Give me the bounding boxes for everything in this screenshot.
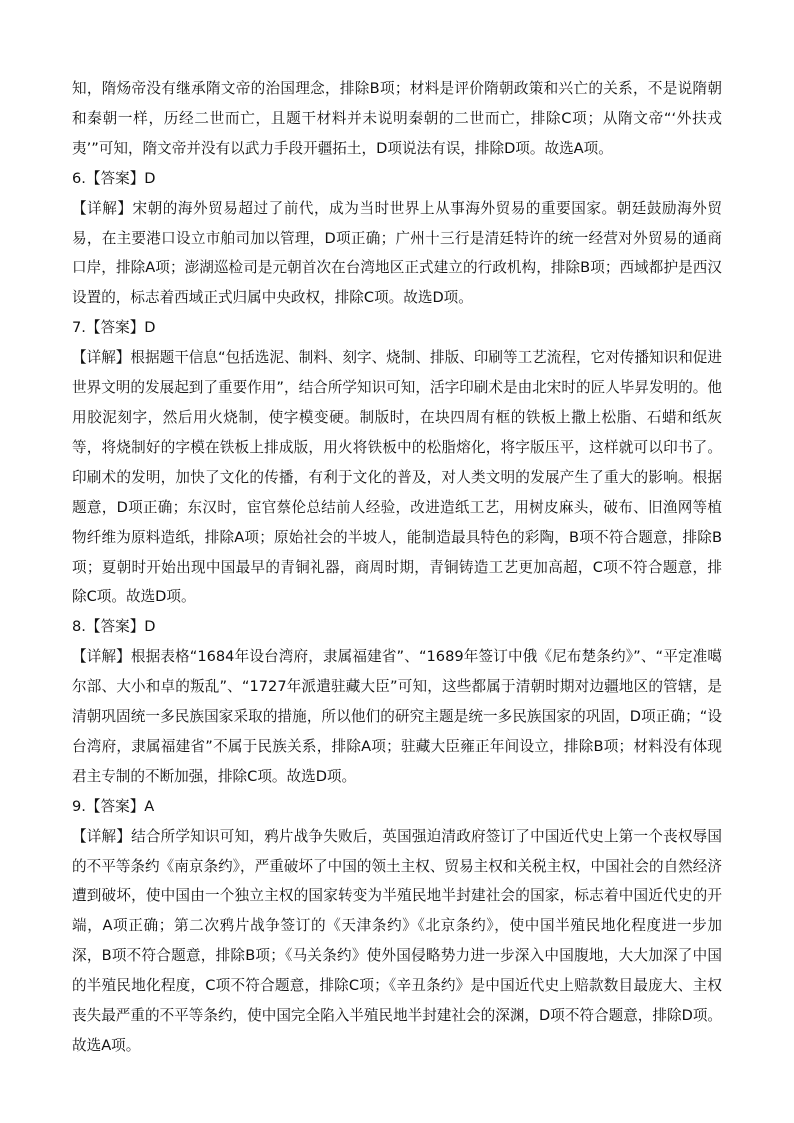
answer-7: 7.【答案】D [72, 319, 156, 337]
detail-7: 【详解】根据题干信息“包括选泥、制料、刻字、烧制、排版、印刷等工艺流程，它对传播知识和促进世界文明的发展起到了重要作用”，结合所学知识可知，活字印刷术是由北宋时的匠人毕昇发明的。他用胶泥刻字，然后用火烧制，使字模变硬。制版时，在块四周有框的铁板上撒上松脂、石蜡和纸灰等，将烧制好的字模在铁板上排成版，用火将铁板中的松脂熔化，将字版压平，这样就可以印书了。印刷术的发明，加快了文化的传播，有利于文化的普及，对人类文明的发展产生了重大的影响。根据题意，D项正确；东汉时，宦官蔡伦总结前人经验，改进造纸工艺，用树皮麻头，破布、旧渔网等植物纤维为原料造纸，排除A项；原始社会的半坡人，能制造最具特色的彩陶，B项不符合题意，排除B项；夏朝时开始出现中国最早的青铜礼器，商周时期，青铜铸造工艺更加高超，C项不符合题意，排除C项。故选D项。 [72, 349, 722, 606]
document-page [72, 74, 722, 1061]
detail-6: 【详解】宋朝的海外贸易超过了前代，成为当时世界上从事海外贸易的重要国家。朝廷鼓励海外贸易，在主要港口设立市舶司加以管理，D项正确；广州十三行是清廷特许的统一经营对外贸易的通商口岸，排除A项；澎湖巡检司是元朝首次在台湾地区正式建立的行政机构，排除B项；西域都护是西汉设置的，标志着西域正式归属中央政权，排除C项。故选D项。 [72, 199, 722, 307]
answer-8: 8.【答案】D [72, 618, 156, 636]
intro-paragraph: 知，隋炀帝没有继承隋文帝的治国理念，排除B项；材料是评价隋朝政策和兴亡的关系，不是说隋朝和秦朝一样，历经二世而亡，且题干材料并未说明秦朝的二世而亡，排除C项；从隋文帝“‘外扶戎夷’”可知，隋文帝并没有以武力手段开疆拓土，D项说法有误，排除D项。故选A项。 [72, 80, 722, 157]
answer-6: 6.【答案】D [72, 169, 156, 187]
detail-8: 【详解】根据表格“1684年设台湾府，隶属福建省”、“1689年签订中俄《尼布楚条约》”、“平定准噶尔部、大小和卓的叛乱”、“1727年派遣驻藏大臣”可知，这些都属于清朝时期对边疆地区的管辖，是清朝巩固统一多民族国家采取的措施，所以他们的研究主题是统一多民族国家的巩固，D项正确；“设台湾府，隶属福建省”不属于民族关系，排除A项；驻藏大臣雍正年间设立，排除B项；材料没有体现君主专制的不断加强，排除C项。故选D项。 [72, 648, 722, 785]
detail-9: 【详解】结合所学知识可知，鸦片战争失败后，英国强迫清政府签订了中国近代史上第一个丧权辱国的不平等条约《南京条约》，严重破坏了中国的领土主权、贸易主权和关税主权，中国社会的自然经济遭到破坏，使中国由一个独立主权的国家转变为半殖民地半封建社会的国家，标志着中国近代史的开端，A项正确；第二次鸦片战争签订的《天津条约》《北京条约》，使中国半殖民地化程度进一步加深，B项不符合题意，排除B项；《马关条约》使外国侵略势力进一步深入中国腹地，大大加深了中国的半殖民地化程度，C项不符合题意，排除C项；《辛丑条约》是中国近代史上赔款数目最庞大、主权丧失最严重的不平等条约，使中国完全陷入半殖民地半封建社会的深渊，D项不符合题意，排除D项。故选A项。 [72, 827, 723, 1054]
answer-9: 9.【答案】A [72, 797, 155, 815]
